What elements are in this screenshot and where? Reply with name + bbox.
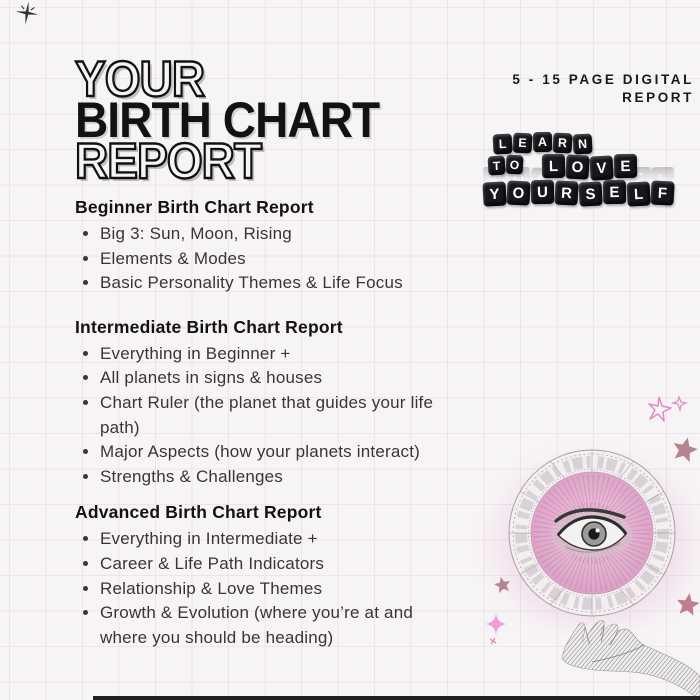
list-item: • Career & Life Path Indicators bbox=[100, 552, 463, 577]
letter-bead: L bbox=[542, 154, 565, 178]
sparkle-icon bbox=[485, 613, 509, 647]
eye-icon bbox=[551, 510, 633, 558]
list-item: • Major Aspects (how your planets interact) bbox=[100, 440, 463, 465]
hand-icon bbox=[552, 612, 700, 700]
badge-line-2: REPORT bbox=[622, 89, 694, 105]
bead-row-yourself bbox=[483, 181, 693, 205]
list-item: • Everything in Beginner + bbox=[100, 342, 463, 367]
letter-bead: O bbox=[506, 155, 524, 175]
letter-bead: F bbox=[650, 180, 674, 205]
footer-bar bbox=[93, 696, 700, 700]
section-heading: Beginner Birth Chart Report bbox=[75, 197, 314, 217]
letter-bead: U bbox=[531, 180, 554, 204]
letter-beads-collage bbox=[483, 133, 693, 205]
star-icon bbox=[492, 574, 512, 594]
letter-bead: A bbox=[533, 132, 552, 152]
letter-bead: O bbox=[565, 154, 589, 179]
section-list bbox=[75, 342, 463, 490]
title-line-report: REPORT bbox=[75, 133, 262, 189]
letter-bead: S bbox=[578, 181, 602, 206]
list-item: • Chart Ruler (the planet that guides your life path) bbox=[100, 391, 463, 440]
sparkle-icon bbox=[13, 0, 40, 27]
letter-bead: Y bbox=[482, 181, 506, 206]
letter-bead: E bbox=[603, 180, 626, 204]
list-item: • Strengths & Challenges bbox=[100, 465, 463, 490]
list-item: • Big 3: Sun, Moon, Rising bbox=[100, 222, 463, 247]
section-intermediate bbox=[75, 317, 463, 490]
letter-bead: E bbox=[614, 154, 637, 178]
letter-bead: R bbox=[554, 180, 578, 205]
zodiac-wheel-eye-icon bbox=[508, 449, 676, 617]
letter-bead: O bbox=[506, 180, 530, 205]
doodle-star-icon bbox=[648, 395, 690, 423]
page-title bbox=[75, 51, 406, 189]
section-list bbox=[75, 222, 463, 296]
letter-bead: R bbox=[552, 133, 572, 154]
section-heading: Intermediate Birth Chart Report bbox=[75, 316, 343, 337]
section-heading: Advanced Birth Chart Report bbox=[75, 502, 322, 523]
bead-row-learn bbox=[493, 133, 693, 153]
letter-bead: L bbox=[493, 134, 513, 155]
badge-line-1: 5 - 15 PAGE DIGITAL bbox=[512, 72, 694, 87]
list-item: • Everything in Intermediate + bbox=[100, 527, 463, 552]
list-item: • All planets in signs & houses bbox=[100, 366, 463, 391]
list-item: • Growth & Evolution (where you’re at and where you should be heading) bbox=[100, 601, 463, 650]
page-count-badge bbox=[512, 71, 694, 106]
title-line-birth-chart: BIRTH CHART bbox=[75, 92, 380, 148]
section-list bbox=[75, 527, 463, 650]
title-line-your: YOUR bbox=[75, 51, 205, 107]
letter-bead: E bbox=[512, 133, 532, 154]
list-item: • Elements & Modes bbox=[100, 247, 463, 272]
letter-bead: T bbox=[488, 156, 506, 176]
section-advanced bbox=[75, 502, 463, 650]
letter-bead: V bbox=[589, 155, 613, 180]
list-item: • Relationship & Love Themes bbox=[100, 577, 463, 602]
letter-bead: L bbox=[626, 181, 650, 206]
letter-bead: N bbox=[573, 134, 593, 155]
list-item: • Basic Personality Themes & Life Focus bbox=[100, 271, 463, 296]
section-beginner bbox=[75, 197, 463, 296]
report-tiers bbox=[75, 197, 463, 650]
bead-row-to-love bbox=[488, 155, 693, 179]
